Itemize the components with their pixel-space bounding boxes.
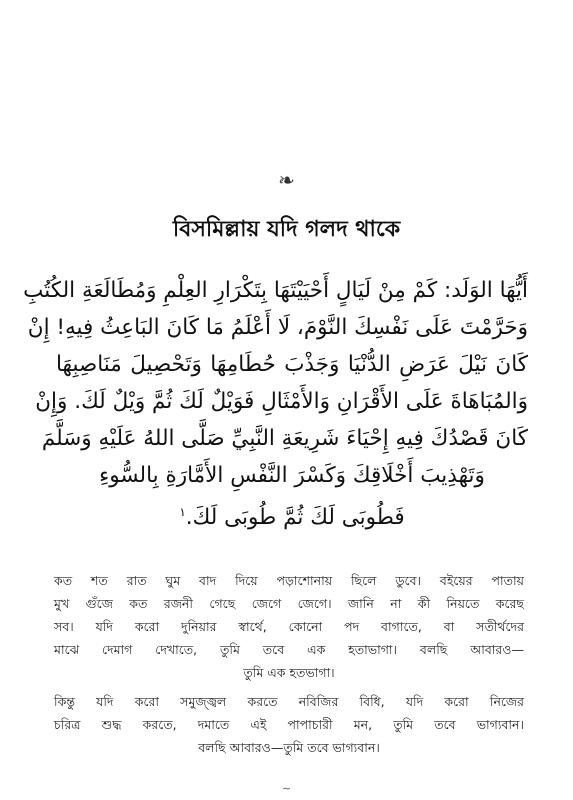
arabic-line: كَانَ نَيْلَ عَرَضِ الدُّنْيَا وَجَذْبَ حُطَامِهَا وَتَحْصِيلَ مَنَاصِبِهَا <box>56 352 528 377</box>
arabic-line: كَانَ قَصْدُكَ فِيهِ إِحْيَاءَ شَرِيعَةِ النَّبِيِّ صَلَّى اللهُ عَلَيْهِ وَسَلَّمَ <box>41 426 528 451</box>
footer-ornament: ∼ <box>281 782 292 795</box>
bangla-paragraph-1 <box>54 569 524 684</box>
footnote-marker: ١ <box>179 505 186 519</box>
arabic-last-text: فَطُوبَى لَكَ ثُمَّ طُوبَى لَكَ. <box>185 505 405 531</box>
bangla-line: কিন্তু যদি করো সমুজ্জ্বল করতে নবিজির বিধি, যদি করো নিজের <box>54 694 524 709</box>
section-ornament: ❧ <box>278 168 295 192</box>
bangla-line: চরিত্র শুদ্ধ করতে, দমাতে এই পাপাচারী মন, তুমি তবে ভাগ্যবান। <box>54 717 524 732</box>
arabic-line: وَالمُبَاهَاةَ عَلَى الأَقْرَانِ وَالأَمْثَالِ فَوَيْلٌ لَكَ ثُمَّ وَيْلٌ لَكَ. وَإِنْ <box>35 389 528 414</box>
chapter-heading: বিসমিল্লায় যদি গলদ থাকে <box>172 217 401 242</box>
arabic-last-line <box>56 494 528 536</box>
bangla-line: কত শত রাত ঘুম বাদ দিয়ে পড়াশোনায় ছিলে ডুবে। বইয়ের পাতায় <box>54 573 524 588</box>
bangla-paragraph-2 <box>54 690 524 759</box>
arabic-line: وَتَهْذِيبَ أَخْلَاقِكَ وَكَسْرَ النَّفْسِ الأَمَّارَةِ بِالسُّوءِ <box>99 463 485 488</box>
arabic-line: أَيُّهَا الوَلَد: كَمْ مِنْ لَيَالٍ أَحْيَيْتَهَا بِتَكْرَارِ العِلْمِ وَمُطَالَعَةِ الكُتُبِ <box>23 278 528 303</box>
bangla-line: সব। যদি করো দুনিয়ার স্বার্থে, কোনো পদ বাগাতে, বা সতীর্থদের <box>54 619 524 634</box>
arabic-line: وَحَرَّمْتَ عَلَى نَفْسِكَ النَّوْمَ، لَا أَعْلَمُ مَا كَانَ البَاعِثُ فِيهِ! إِنْ <box>27 315 528 340</box>
bangla-line: মাঝে দেমাগ দেখাতে, তুমি তবে এক হতাভাগা। বলছি আবারও— <box>54 642 524 657</box>
bangla-line: তুমি এক হতভাগা। <box>243 665 335 680</box>
bangla-line: মুখ গুঁজে কত রজনী গেছে জেগে জেগে। জানি না কী নিয়তে করেছ <box>54 596 524 611</box>
bangla-line: বলছি আবারও—তুমি তবে ভাগ্যবান। <box>198 740 380 755</box>
arabic-quote <box>23 272 528 536</box>
